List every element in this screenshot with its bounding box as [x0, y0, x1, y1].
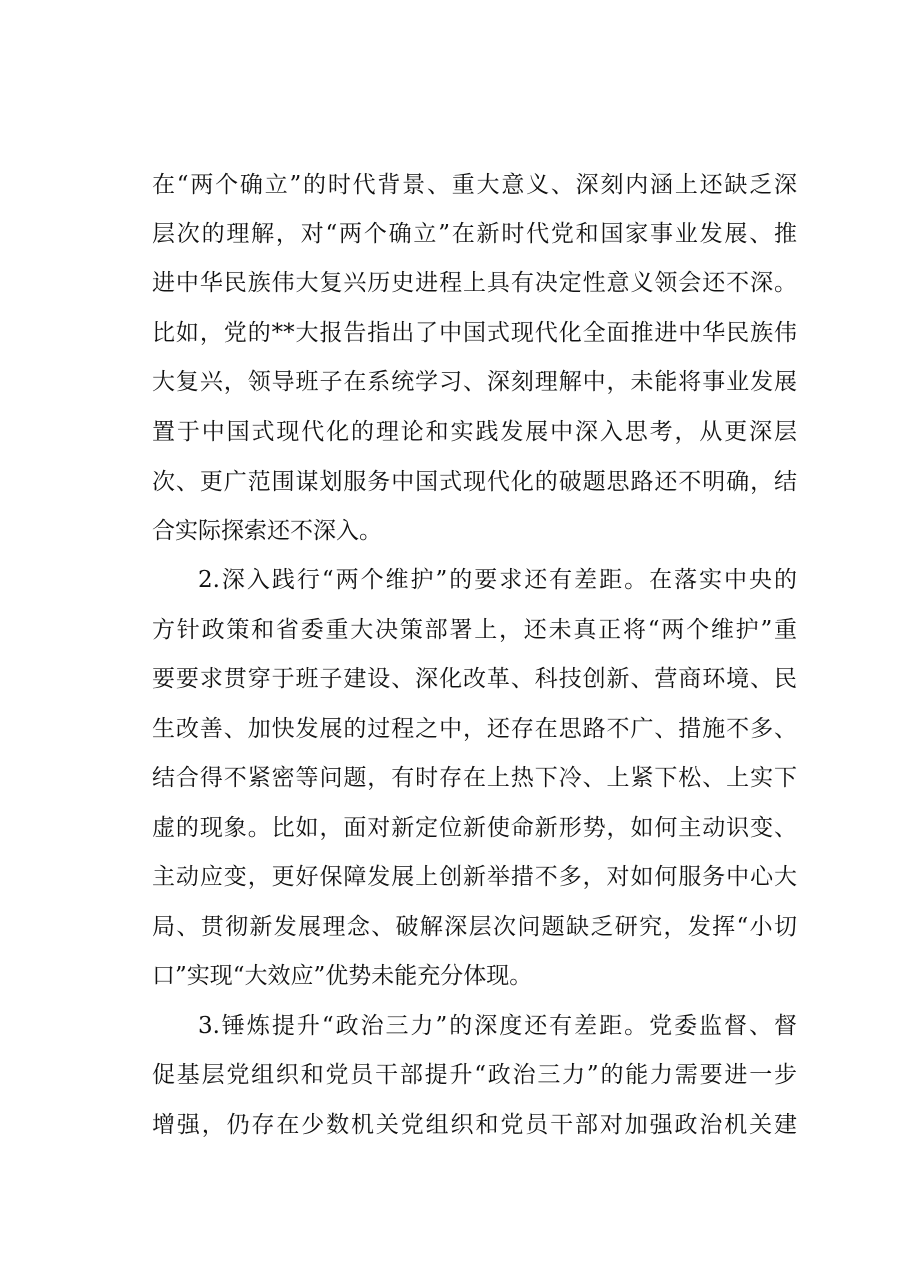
text-line: 生改善、加快发展的过程之中，还存在思路不广、措施不多、	[152, 716, 797, 742]
text-line: 口”实现“大效应”优势未能充分体现。	[152, 963, 533, 989]
paragraph-heading-line: 2.深入践行“两个维护”的要求还有差距。在落实中央的	[198, 567, 797, 593]
text-line: 进中华民族伟大复兴历史进程上具有决定性意义领会还不深。	[152, 270, 797, 296]
text-line: 在“两个确立”的时代背景、重大意义、深刻内涵上还缺乏深	[152, 172, 797, 198]
text-line: 次、更广范围谋划服务中国式现代化的破题思路还不明确，结	[152, 469, 797, 495]
text-line: 层次的理解，对“两个确立”在新时代党和国家事业发展、推	[152, 221, 797, 247]
text-line: 增强，仍存在少数机关党组织和党员干部对加强政治机关建	[152, 1112, 797, 1138]
text-line: 主动应变，更好保障发展上创新举措不多，对如何服务中心大	[152, 864, 797, 890]
text-line: 方针政策和省委重大决策部署上，还未真正将“两个维护”重	[152, 617, 797, 643]
text-line: 要要求贯穿于班子建设、深化改革、科技创新、营商环境、民	[152, 666, 797, 692]
text-line: 促基层党组织和党员干部提升“政治三力”的能力需要进一步	[152, 1062, 797, 1088]
text-line: 置于中国式现代化的理论和实践发展中深入思考，从更深层	[152, 419, 797, 445]
paragraph-heading-line: 3.锤炼提升“政治三力”的深度还有差距。党委监督、督	[198, 1013, 797, 1039]
text-line: 大复兴，领导班子在系统学习、深刻理解中，未能将事业发展	[152, 369, 797, 395]
text-line: 虚的现象。比如，面对新定位新使命新形势，如何主动识变、	[152, 815, 797, 841]
text-line: 合实际探索还不深入。	[152, 518, 382, 544]
text-line: 局、贯彻新发展理念、破解深层次问题缺乏研究，发挥“小切	[152, 914, 797, 940]
text-line: 比如，党的**大报告指出了中国式现代化全面推进中华民族伟	[152, 320, 797, 346]
text-line: 结合得不紧密等问题，有时存在上热下冷、上紧下松、上实下	[152, 765, 797, 791]
